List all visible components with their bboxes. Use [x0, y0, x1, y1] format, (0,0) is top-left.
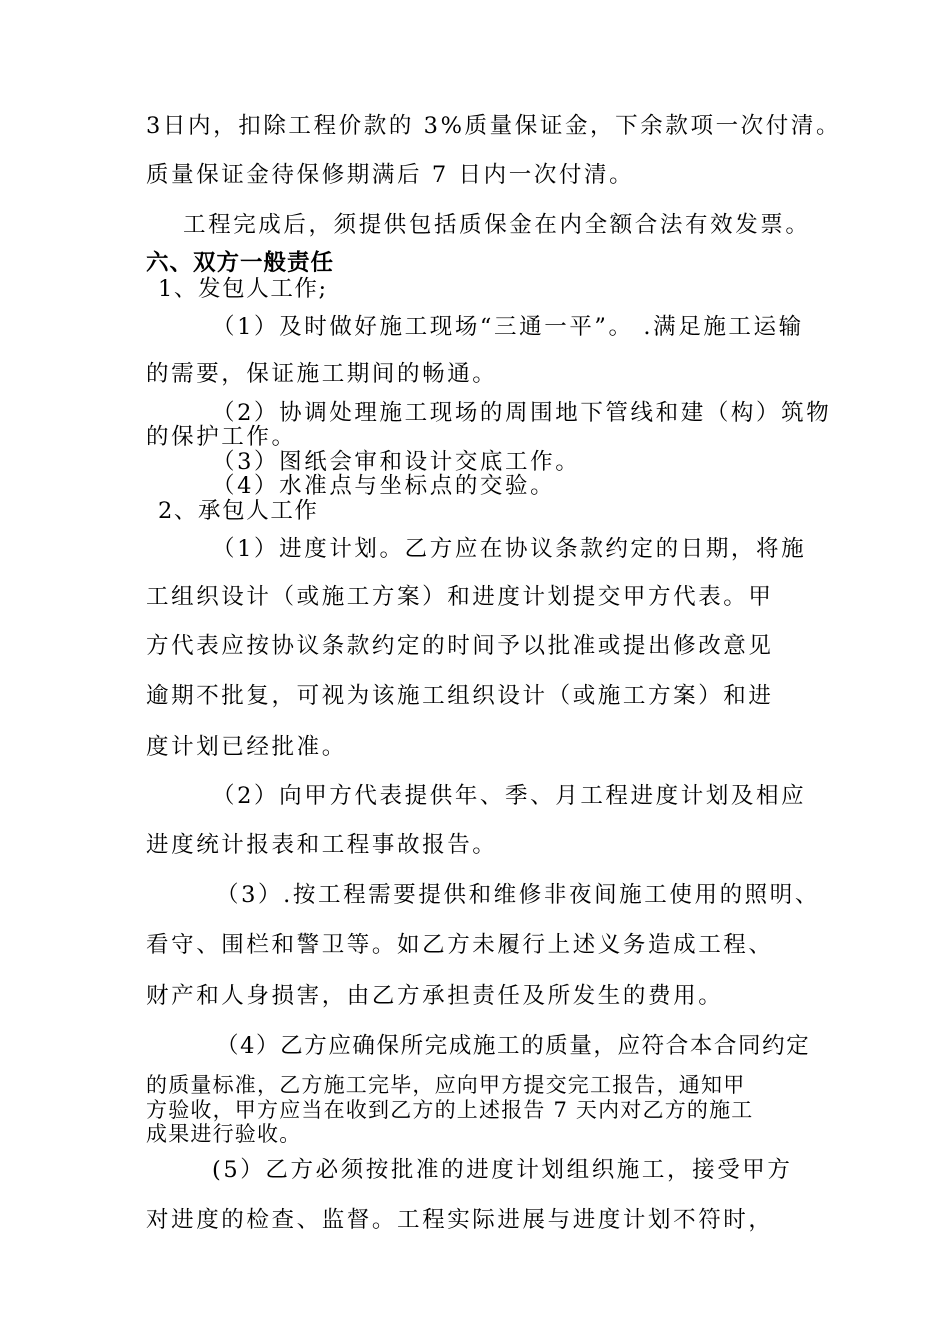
text-line: （1）及时做好施工现场“三通一平”。 .满足施工运输	[212, 314, 804, 340]
subsection-heading: 1、发包人工作;	[158, 276, 328, 302]
text-line: 工程完成后，须提供包括质保金在内全额合法有效发票。	[183, 212, 811, 238]
text-line: 进度统计报表和工程事故报告。	[146, 832, 498, 858]
text-line: 的需要，保证施工期间的畅通。	[146, 361, 498, 387]
text-line: （3）图纸会审和设计交底工作。	[212, 449, 581, 475]
text-line: 的质量标准，乙方施工完毕，应向甲方提交完工报告，通知甲	[146, 1073, 746, 1097]
text-line: 方验收，甲方应当在收到乙方的上述报告 7 天内对乙方的施工	[146, 1098, 754, 1122]
text-line: 财产和人身损害，由乙方承担责任及所发生的费用。	[146, 983, 724, 1009]
text-line: （2）协调处理施工现场的周围地下管线和建（构）筑物	[212, 400, 832, 426]
text-line: （4）水准点与坐标点的交验。	[212, 473, 556, 499]
text-line: 的保护工作。	[146, 424, 297, 450]
text-line: 对进度的检查、监督。工程实际进展与进度计划不符时，	[146, 1207, 774, 1233]
subsection-heading: 2、承包人工作	[158, 498, 319, 524]
text-line: （2）向甲方代表提供年、季、月工程进度计划及相应	[212, 783, 807, 809]
text-line: 工组织设计（或施工方案）和进度计划提交甲方代表。甲	[146, 584, 774, 610]
text-line: 方代表应按协议条款约定的时间予以批准或提出修改意见	[146, 633, 774, 659]
section-heading: 六、双方一般责任	[146, 250, 335, 276]
text-line: （3）.按工程需要提供和维修非夜间施工使用的照明、	[216, 882, 820, 908]
text-line: 度计划已经批准。	[146, 734, 347, 760]
text-line: 质量保证金待保修期满后 7 日内一次付清。	[146, 162, 635, 188]
text-line: (5）乙方必须按批准的进度计划组织施工，接受甲方	[212, 1157, 793, 1183]
text-line: （4）乙方应确保所完成施工的质量，应符合本合同约定	[216, 1033, 811, 1059]
text-line: 成果进行验收。	[146, 1122, 302, 1146]
text-line: 看守、围栏和警卫等。如乙方未履行上述义务造成工程、	[146, 932, 774, 958]
text-line: （1）进度计划。乙方应在协议条款约定的日期，将施	[212, 536, 807, 562]
text-line: 3日内，扣除工程价款的 3%质量保证金，下余款项一次付清。	[146, 113, 842, 139]
text-line: 逾期不批复，可视为该施工组织设计（或施工方案）和进	[146, 683, 774, 709]
